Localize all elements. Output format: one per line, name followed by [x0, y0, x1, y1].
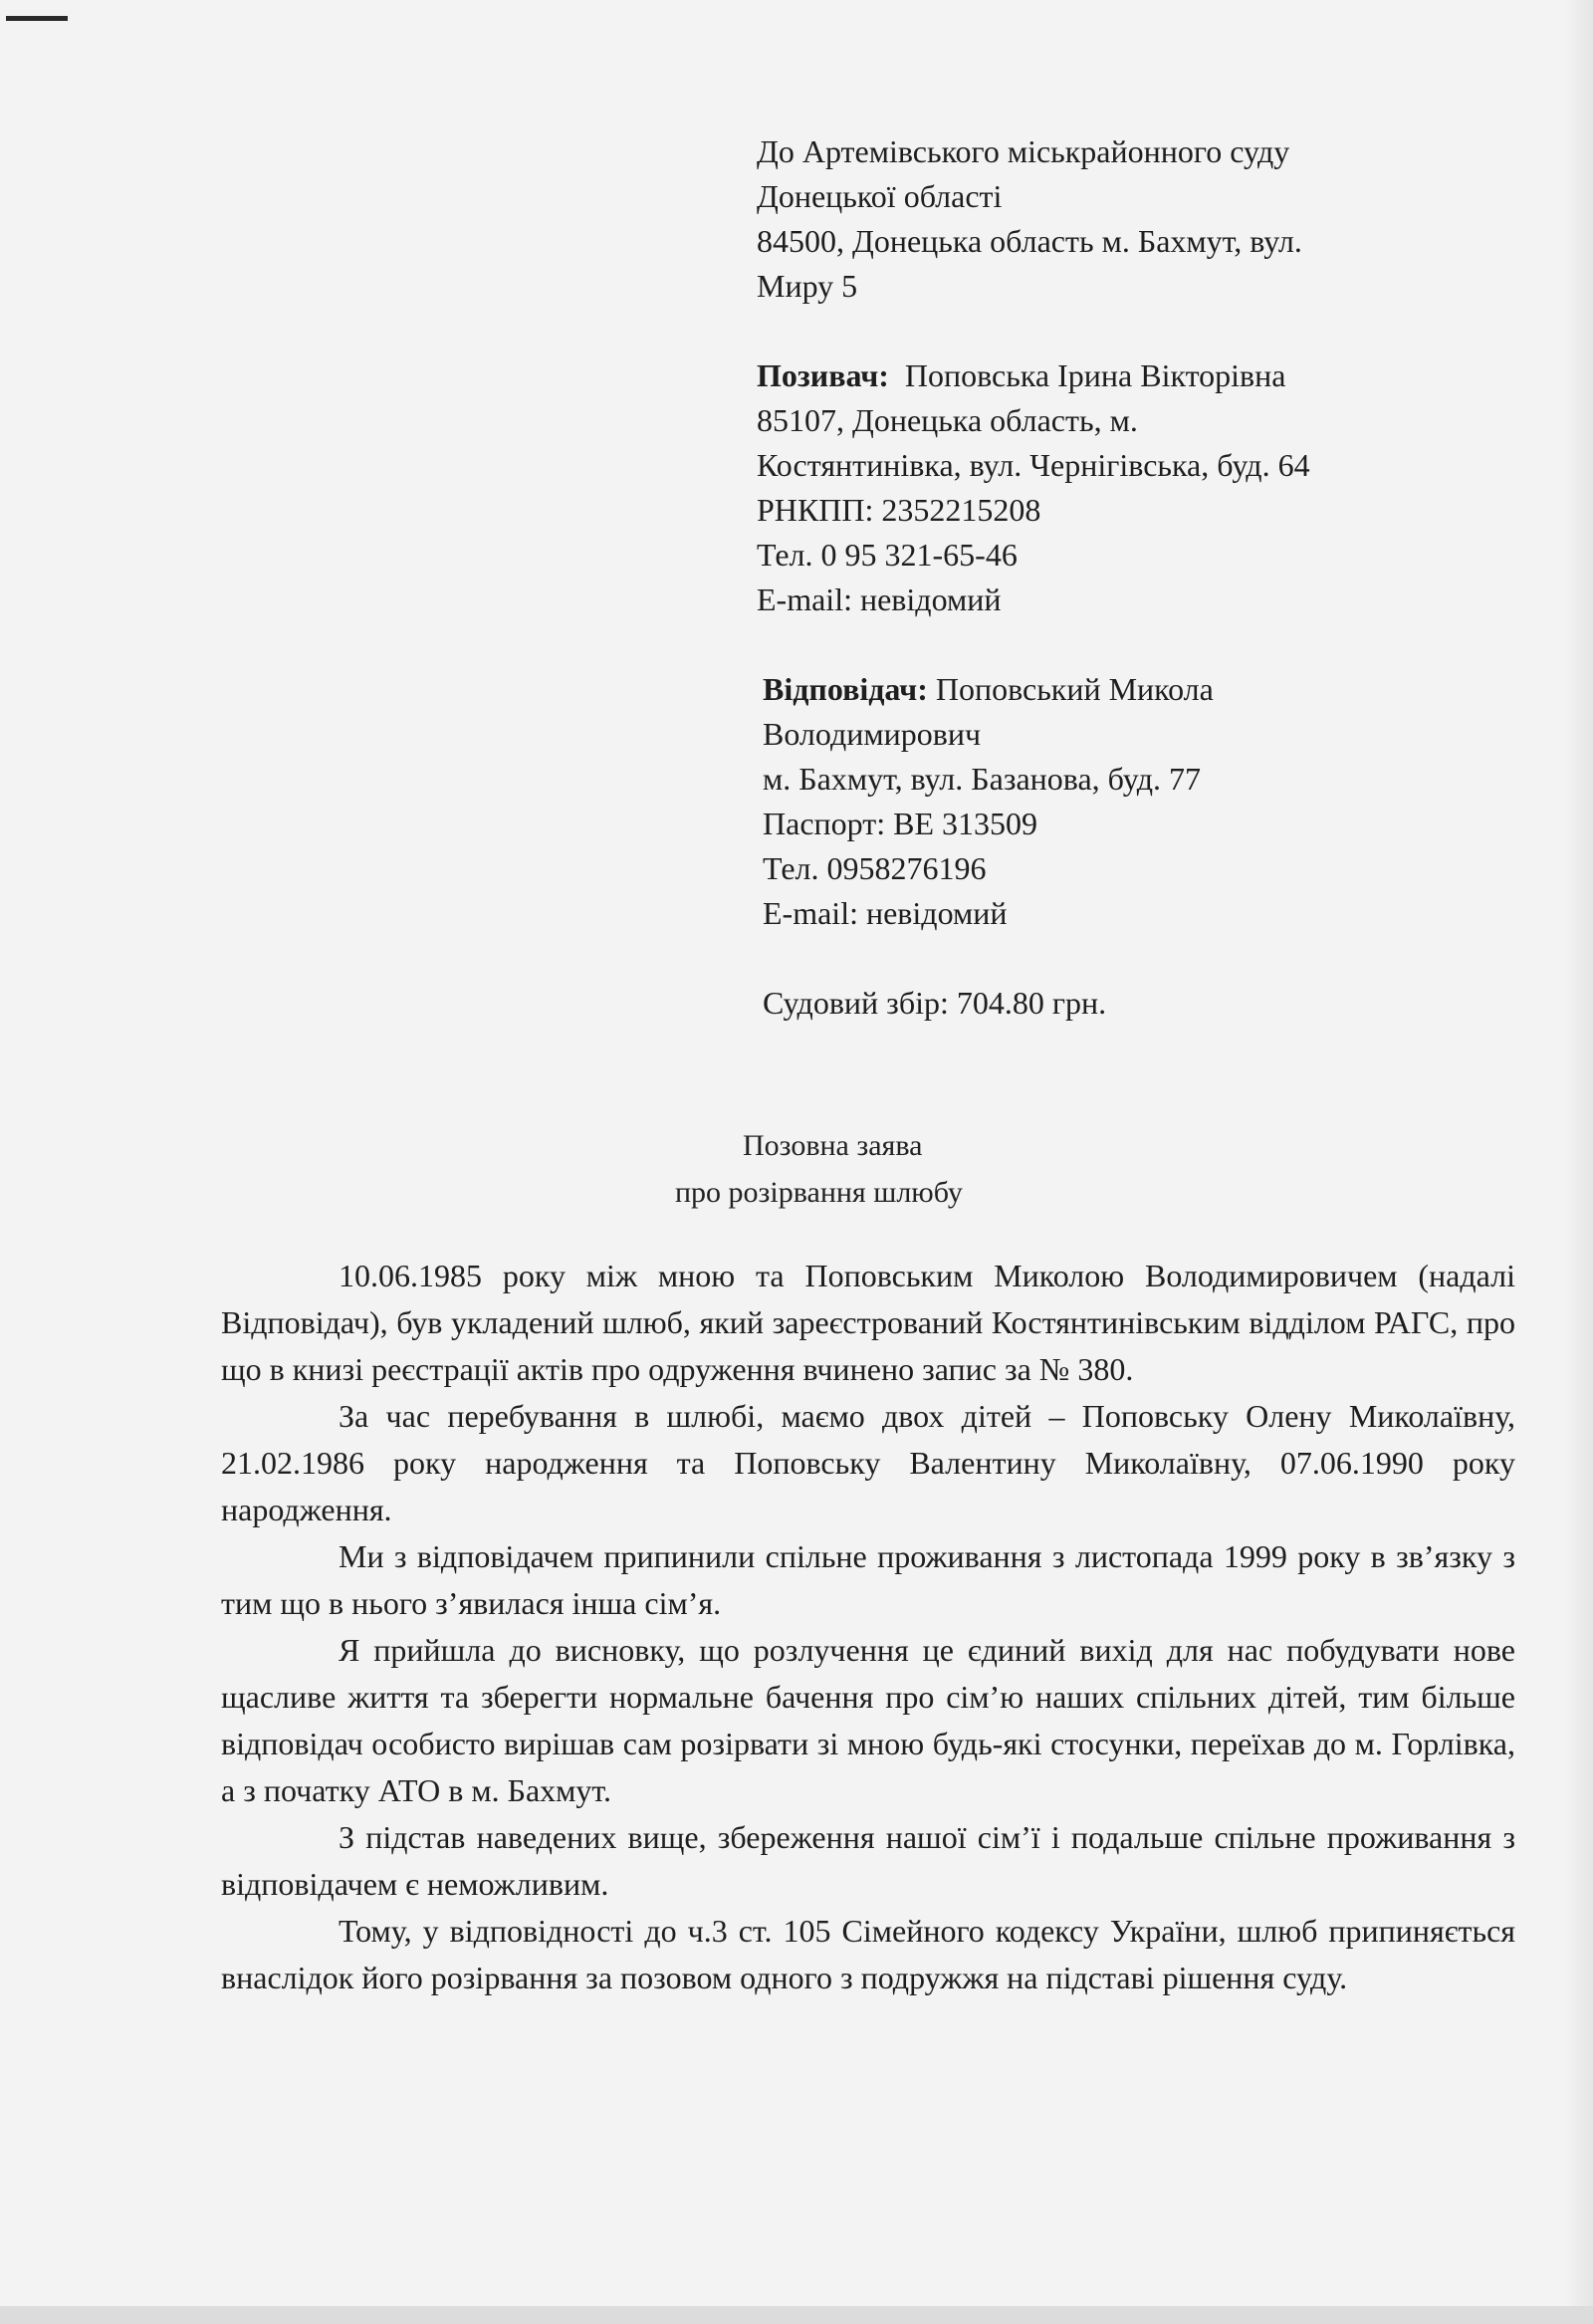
court-line-1: До Артемівського міськрайонного суду: [757, 133, 1290, 169]
plaintiff-address-2: Костянтинівка, вул. Чернігівська, буд. 64: [757, 447, 1310, 483]
defendant-label: Відповідач:: [763, 671, 928, 707]
body-paragraph: 10.06.1985 року між мною та Поповським Миколою Володимировичем (надалі Відповідач), був укладений шлюб, який зареєстрований Костянтинівським відділом РАГС, про що в книзі реєстрації актів про одруження вчинено запис за № 380.: [221, 1258, 1515, 1387]
title-line-2: про розірвання шлюбу: [675, 1176, 963, 1209]
defendant-line: [757, 667, 1513, 712]
court-fee: Судовий збір: 704.80 грн.: [763, 985, 1107, 1021]
plaintiff-line: [757, 353, 1513, 398]
scan-bottom-edge: [0, 2306, 1593, 2324]
defendant-address: м. Бахмут, вул. Базанова, буд. 77: [763, 761, 1201, 797]
defendant-name-2: Володимирович: [763, 716, 982, 752]
claim-body: [221, 1253, 1515, 2001]
corner-mark: [6, 16, 68, 21]
plaintiff-address-1: 85107, Донецька область, м.: [757, 402, 1138, 438]
court-line-4: Миру 5: [757, 268, 858, 304]
body-paragraph: Ми з відповідачем припинили спільне проживання з листопада 1999 року в зв’язку з тим що в нього з’явилася інша сім’я.: [221, 1538, 1515, 1621]
body-paragraph: Я прийшла до висновку, що розлучення це єдиний вихід для нас побудувати нове щасливе життя та зберегти нормальне бачення про сім’ю наших спільних дітей, тим більше відповідач особисто вирішав сам розірвати зі мною будь-які стосунки, переїхав до м. Горлівка, а з початку АТО в м. Бахмут.: [221, 1632, 1515, 1808]
plaintiff-label: Позивач:: [757, 357, 889, 393]
addressee-block: [757, 129, 1513, 1026]
defendant-email: E-mail: невідомий: [763, 895, 1008, 931]
plaintiff-phone: Тел. 0 95 321-65-46: [757, 537, 1018, 573]
defendant-passport: Паспорт: ВЕ 313509: [763, 806, 1037, 841]
plaintiff-email: E-mail: невідомий: [757, 581, 1002, 617]
body-paragraph: Тому, у відповідності до ч.3 ст. 105 Сімейного кодексу України, шлюб припиняється внаслідок його розірвання за позовом одного з подружжя на підставі рішення суду.: [221, 1913, 1515, 1995]
title-line-1: Позовна заява: [743, 1129, 923, 1162]
body-paragraph: За час перебування в шлюбі, маємо двох дітей – Поповську Олену Миколаївну, 21.02.1986 року народження та Поповську Валентину Миколаївну, 07.06.1990 року народження.: [221, 1398, 1515, 1527]
defendant-phone: Тел. 0958276196: [763, 850, 987, 886]
plaintiff-rnokpp: РНКПП: 2352215208: [757, 492, 1041, 528]
court-line-3: 84500, Донецька область м. Бахмут, вул.: [757, 223, 1302, 259]
court-line-2: Донецької області: [757, 178, 1003, 214]
page-edge-shadow: [1565, 0, 1593, 2324]
defendant-name-1: Поповський Микола: [935, 671, 1214, 707]
body-paragraph: З підстав наведених вище, збереження нашої сім’ї і подальше спільне проживання з відповідачем є неможливим.: [221, 1819, 1515, 1902]
plaintiff-name: Поповська Ірина Вікторівна: [904, 357, 1286, 393]
